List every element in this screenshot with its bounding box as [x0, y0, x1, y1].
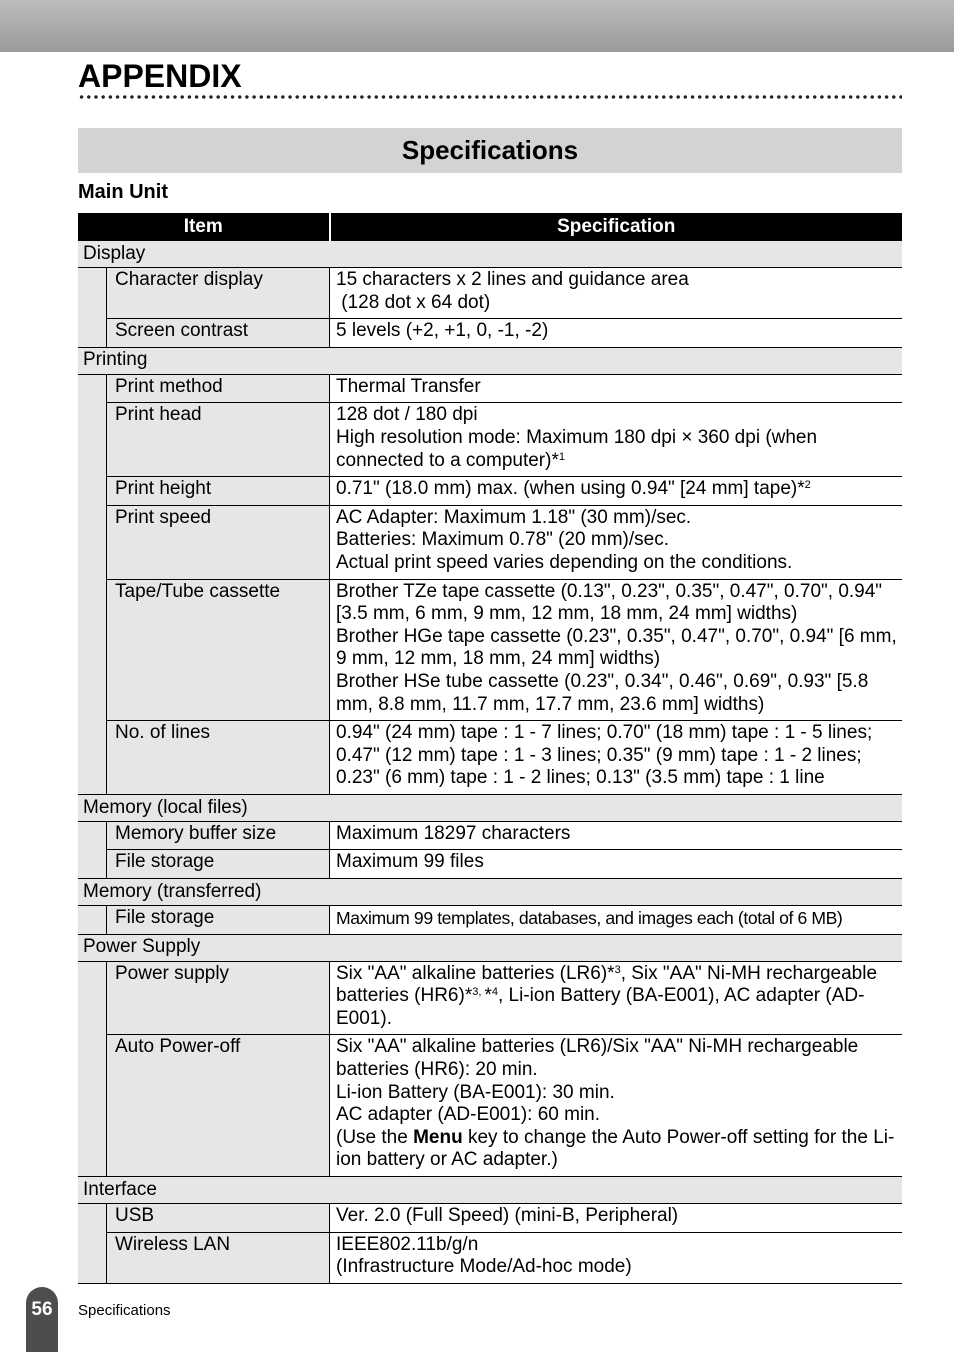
item-cell: Power supply — [107, 961, 330, 1035]
section-title: Specifications — [78, 128, 902, 173]
spec-cell: 5 levels (+2, +1, 0, -1, -2) — [330, 319, 903, 348]
table-header — [78, 213, 902, 241]
dotted-divider — [78, 94, 902, 100]
spec-cell: Six "AA" alkaline batteries (LR6)/Six "AA" Ni-MH rechargeable batteries (HR6): 20 min. Li-ion Battery (BA-E001): 30 min. AC adapter (AD-E001): 60 min. (Use the Menu key to change the Auto Power-off setting for the Li-ion battery or AC adapter.) — [330, 1035, 903, 1177]
column-header-spec: Specification — [330, 213, 903, 241]
table-row — [78, 850, 902, 879]
table-row — [78, 961, 902, 1035]
spec-cell: 0.71" (18.0 mm) max. (when using 0.94" [24 mm] tape)*$^2$ — [330, 477, 903, 506]
item-cell: Wireless LAN — [107, 1232, 330, 1283]
table-row — [78, 821, 902, 850]
table-row — [78, 374, 902, 403]
menu-key-label: Menu — [413, 1126, 463, 1148]
item-cell: Print height — [107, 477, 330, 506]
table-row — [78, 477, 902, 506]
section-row: Memory (local files) — [78, 794, 902, 821]
subsection-title: Main Unit — [78, 181, 168, 203]
table-row — [78, 1035, 902, 1177]
table-row — [78, 403, 902, 477]
table-row — [78, 505, 902, 579]
spec-cell: 128 dot / 180 dpi High resolution mode: Maximum 180 dpi × 360 dpi (when connected to a computer)*$^1$ — [330, 403, 903, 477]
spec-cell: 0.94" (24 mm) tape : 1 - 7 lines; 0.70" (18 mm) tape : 1 - 5 lines; 0.47" (12 mm) tape : 1 - 3 lines; 0.35" (9 mm) tape : 1 - 2 lines; 0.23" (6 mm) tape : 1 - 2 lines; 0.13" (3.5 mm) tape : 1 line — [330, 721, 903, 795]
spec-cell: Six "AA" alkaline batteries (LR6)*$^3$, Six "AA" Ni-MH rechargeable batteries (HR6)*$^{3,}$ *$^4$, Li-ion Battery (BA-E001), AC adapter (AD-E001). — [330, 961, 903, 1035]
item-cell: Print speed — [107, 505, 330, 579]
section-row: Memory (transferred) — [78, 879, 902, 906]
spec-cell: AC Adapter: Maximum 1.18" (30 mm)/sec. Batteries: Maximum 0.78" (20 mm)/sec. Actual print speed varies depending on the conditions. — [330, 505, 903, 579]
item-cell: Auto Power-off — [107, 1035, 330, 1177]
spec-cell: Brother TZe tape cassette (0.13", 0.23", 0.35", 0.47", 0.70", 0.94" [3.5 mm, 6 mm, 9 mm, 12 mm, 18 mm, 24 mm] widths) Brother HGe tape cassette (0.23", 0.35", 0.47", 0.70", 0.94" [6 mm, 9 mm, 12 mm, 18 mm, 24 mm] widths) Brother HSe tube cassette (0.23", 0.34", 0.46", 0.69", 0.93" [5.8 mm, 8.8 mm, 11.7 mm, 17.7 mm, 23.6 mm] widths) — [330, 579, 903, 721]
footnote-ref: 2 — [804, 479, 811, 492]
spec-cell: IEEE802.11b/g/n (Infrastructure Mode/Ad-hoc mode) — [330, 1232, 903, 1283]
item-cell: USB — [107, 1204, 330, 1233]
item-cell: File storage — [107, 850, 330, 879]
page-heading: APPENDIX — [78, 58, 242, 94]
item-cell: Print head — [107, 403, 330, 477]
spec-cell: Ver. 2.0 (Full Speed) (mini-B, Peripheral) — [330, 1204, 903, 1233]
footnote-ref: 1 — [558, 450, 565, 463]
table-row — [78, 268, 902, 319]
spec-cell: Maximum 99 templates, databases, and images each (total of 6 MB) — [330, 906, 903, 935]
page-number: 56 — [26, 1287, 58, 1352]
spec-cell: Maximum 18297 characters — [330, 821, 903, 850]
table-row — [78, 721, 902, 795]
section-row: Interface — [78, 1177, 902, 1204]
footer-label: Specifications — [78, 1302, 171, 1319]
spec-cell: Thermal Transfer — [330, 374, 903, 403]
item-cell: File storage — [107, 906, 330, 935]
table-row — [78, 906, 902, 935]
spec-cell: 15 characters x 2 lines and guidance area (128 dot x 64 dot) — [330, 268, 903, 319]
spec-cell: Maximum 99 files — [330, 850, 903, 879]
section-row: Printing — [78, 347, 902, 374]
column-header-item: Item — [78, 213, 330, 241]
item-cell: No. of lines — [107, 721, 330, 795]
section-row: Display — [78, 241, 902, 268]
item-cell: Print method — [107, 374, 330, 403]
spec-table — [78, 213, 902, 1284]
table-row — [78, 319, 902, 348]
table-row — [78, 1232, 902, 1283]
item-cell: Memory buffer size — [107, 821, 330, 850]
top-banner — [0, 0, 954, 52]
table-row — [78, 1204, 902, 1233]
item-cell: Tape/Tube cassette — [107, 579, 330, 721]
item-cell: Screen contrast — [107, 319, 330, 348]
item-cell: Character display — [107, 268, 330, 319]
section-row: Power Supply — [78, 934, 902, 961]
table-row — [78, 579, 902, 721]
